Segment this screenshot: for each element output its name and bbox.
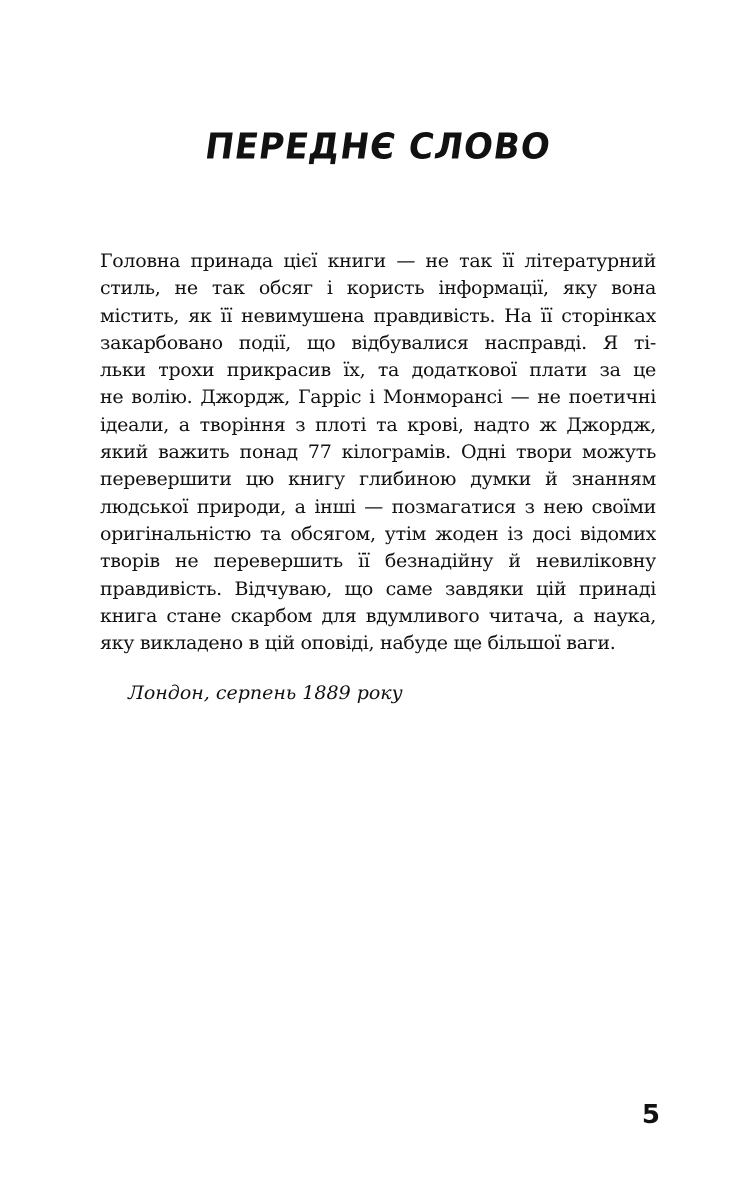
text-line: людської природи, а інші — позмагатися з нею своїми <box>100 495 656 518</box>
page-title: ПЕРЕДНЄ СЛОВО <box>202 125 554 168</box>
signature-place-date: Лондон, серпень 1889 року <box>128 682 403 704</box>
foreword-paragraph <box>100 248 656 657</box>
text-line: оригінальністю та обсягом, утім жоден із досі відомих <box>100 522 656 545</box>
text-line: творів не перевершить її безнадійну й невиліковну <box>100 550 656 573</box>
text-line: Головна принада цієї книги — не так її літературний <box>100 250 656 272</box>
text-line: ідеали, а творіння з плоті та крові, надто ж Джордж, <box>100 413 656 436</box>
text-line: книга стане скарбом для вдумливого читача, а наука, <box>100 604 656 627</box>
text-line: правдивість. Відчуваю, що саме завдяки цій принаді <box>100 577 656 600</box>
text-line: яку викладено в цій оповіді, набуде ще більшої ваги. <box>100 632 616 655</box>
page-number: 5 <box>641 1100 660 1130</box>
text-line: містить, як її невимушена правдивість. На її сторінках <box>100 304 656 327</box>
text-line: який важить понад 77 кілограмів. Одні твори можуть <box>100 441 656 464</box>
text-line: стиль, не так обсяг і користь інформації, яку вона <box>100 277 656 300</box>
text-line: не волію. Джордж, Гарріс і Монморансі — не поетичні <box>100 386 656 409</box>
text-line: льки трохи прикрасив їх, та додаткової плати за це <box>100 359 656 382</box>
text-line: закарбовано події, що відбувалися насправді. Я ті- <box>100 331 656 354</box>
text-line: перевершити цю книгу глибиною думки й знанням <box>100 468 656 491</box>
